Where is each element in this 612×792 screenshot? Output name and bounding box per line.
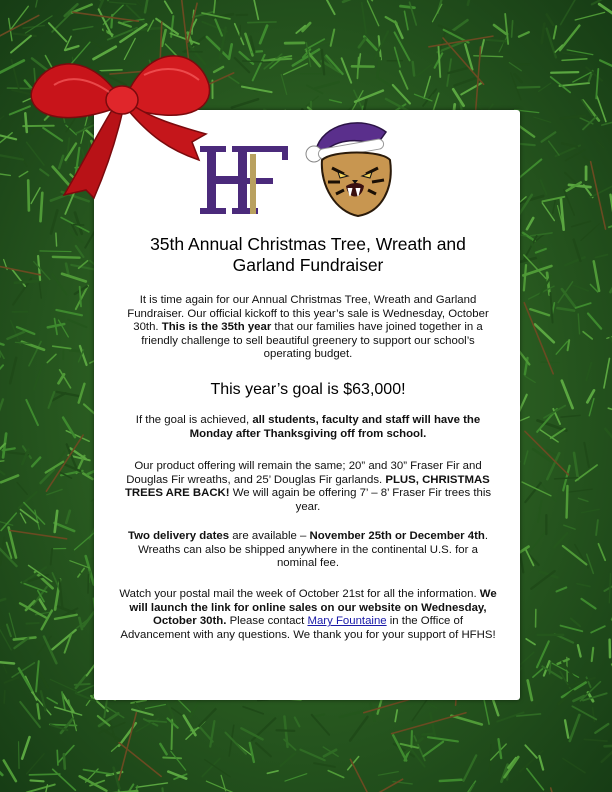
goal-paragraph [118,414,498,441]
red-bow-icon [24,30,224,200]
product-paragraph [118,460,498,514]
product-text-2: We will again be offering 7’ – 8’ Fraser Fir trees this year. [229,487,492,513]
product-bold: PLUS, CHRISTMAS TREES ARE BACK! [124,473,490,500]
intro-bold: This is the 35th year [161,321,272,334]
hf-school-logo [198,142,290,218]
title-line-1: 35th Annual Christmas Tree, Wreath and [150,234,466,254]
delivery-bold-2: November 25th or December 4th [309,530,485,542]
contact-text-3: in the Office of Advancement with any questions. We thank you for your support of HFHS! [120,615,496,641]
goal-text: If the goal is achieved, [135,414,253,426]
contact-bold: We will launch the link for online sales on our website on Wednesday, October 30th. [129,588,497,628]
mary-fountaine-link[interactable]: Mary Fountaine [307,615,387,628]
contact-text-2: Please contact [226,615,308,628]
product-text-1: Our product offering will remain the same; 20” and 30” Fraser Fir and Douglas Fir wreaths, and 25’ Douglas Fir garlands. [126,460,482,486]
delivery-text-1: are available – [229,530,310,542]
intro-paragraph [118,294,498,362]
delivery-bold-1: Two delivery dates [127,530,230,542]
contact-text-1: Watch your postal mail the week of October 21st for all the information. [119,588,480,600]
contact-paragraph [118,588,498,642]
page-title [104,234,512,276]
goal-bold: all students, faculty and staff will have the Monday after Thanksgiving off from school. [189,414,481,440]
intro-text-1: It is time again for our Annual Christmas Tree, Wreath and Garland Fundraiser. Our official kickoff to this year’s sale is Wednesday, October 30th. [127,294,489,334]
delivery-text-2: . Wreaths can also be shipped anywhere in the continental U.S. for a nominal fee. [138,530,489,570]
goal-heading: This year’s goal is $63,000! [210,381,406,398]
delivery-paragraph [118,530,498,571]
tiger-mascot-santa-hat-icon [302,116,400,220]
intro-text-2: that our families have joined together in a friendly challenge to sell beautiful greenery to support our school’s operating budget. [141,321,483,361]
title-line-2: Garland Fundraiser [232,255,384,275]
